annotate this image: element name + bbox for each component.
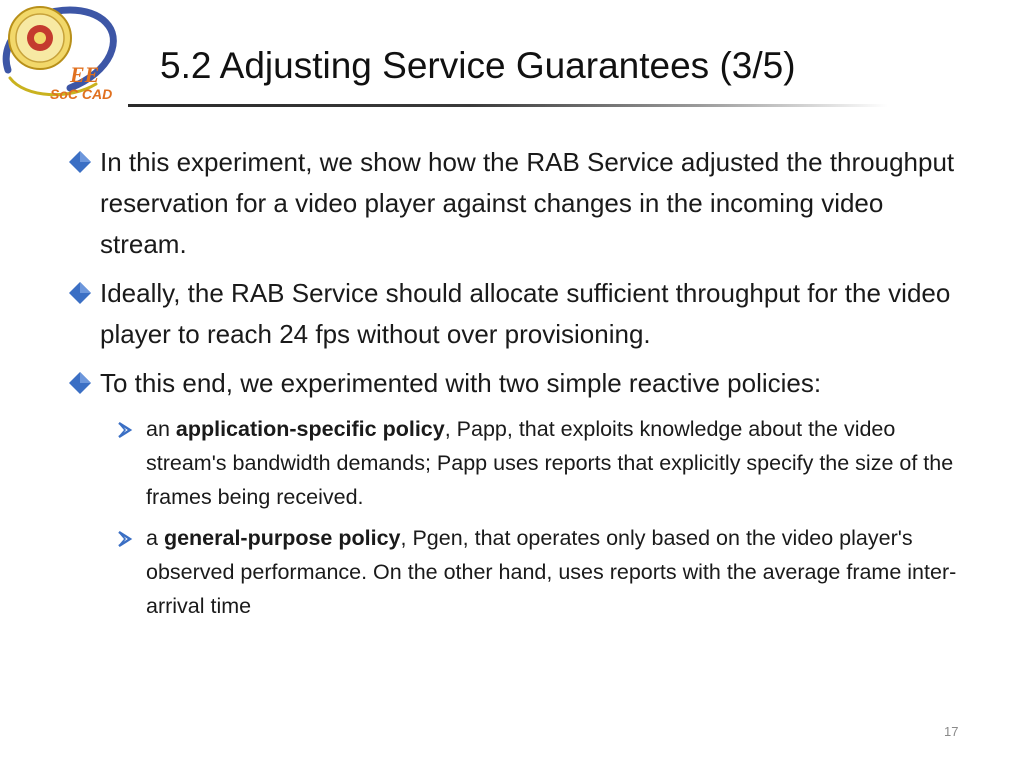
logo-ee-text: EE bbox=[70, 62, 100, 87]
subbullet-bold-term: general-purpose policy bbox=[163, 526, 401, 550]
bullet-item bbox=[66, 273, 966, 355]
bullet-text: In this experiment, we show how the RAB Service adjusted the throughput reservation for a video player against changes in the incoming video stream. bbox=[100, 147, 955, 259]
subbullet-prefix: an bbox=[146, 417, 176, 441]
bullet-text: To this end, we experimented with two simple reactive policies: bbox=[100, 368, 822, 398]
subbullet-prefix: a bbox=[146, 526, 164, 550]
title-underline bbox=[128, 104, 888, 107]
diamond-bullet-icon bbox=[68, 281, 92, 305]
arrow-bullet-icon bbox=[116, 530, 134, 548]
subbullet-item bbox=[66, 521, 966, 623]
diamond-bullet-icon bbox=[68, 150, 92, 174]
subbullet-bold-term: application-specific policy bbox=[175, 417, 445, 441]
page-number: 17 bbox=[944, 724, 959, 739]
subbullet-text: , Pgen, that operates only based on the video player's observed performance. On the other hand, uses reports with the average frame inter-arrival time bbox=[146, 526, 957, 618]
bullet-item bbox=[66, 142, 966, 265]
university-logo bbox=[0, 0, 125, 105]
bullet-text: Ideally, the RAB Service should allocate sufficient throughput for the video player to reach 24 fps without over provisioning. bbox=[100, 278, 951, 349]
subbullet-text: , Papp, that exploits knowledge about the video stream's bandwidth demands; Papp uses reports that explicitly specify the size of the frames being received. bbox=[146, 417, 954, 509]
arrow-bullet-icon bbox=[116, 421, 134, 439]
slide-content bbox=[66, 142, 966, 630]
slide-title: 5.2 Adjusting Service Guarantees (3/5) bbox=[160, 45, 796, 86]
diamond-bullet-icon bbox=[68, 371, 92, 395]
bullet-item bbox=[66, 363, 966, 404]
logo-soccad-text: SoC CAD bbox=[50, 86, 113, 102]
subbullet-item bbox=[66, 412, 966, 514]
